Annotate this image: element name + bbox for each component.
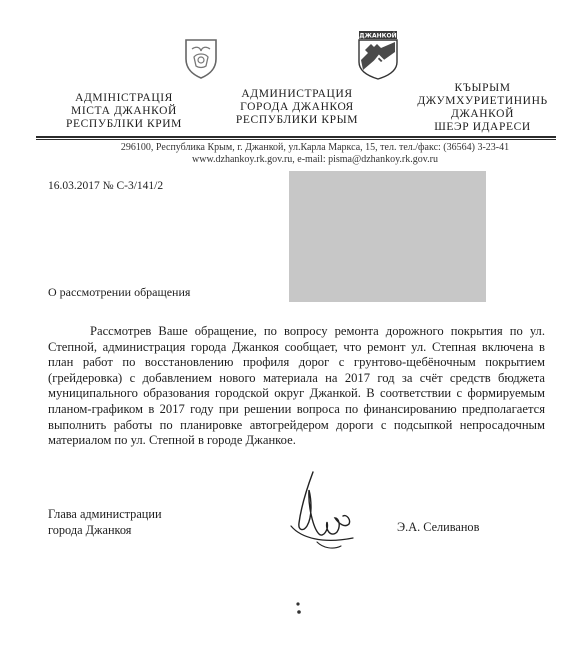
header-divider-thin (36, 139, 556, 140)
address-block (80, 142, 550, 166)
svg-text:ДЖАНКОЙ: ДЖАНКОЙ (359, 32, 397, 40)
header-left-line1: АДМІНІСТРАЦІЯ (75, 92, 173, 104)
header-ukrainian (44, 92, 204, 131)
document-subject: О рассмотрении обращения (48, 285, 191, 299)
header-crimean-tatar (405, 82, 560, 134)
header-russian (222, 88, 372, 127)
header-right-line3: ДЖАНКОЙ (451, 108, 514, 120)
header-right-line4: ШЕЭР ИДАРЕСИ (434, 121, 531, 133)
contact-line: www.dzhankoy.rk.gov.ru, e-mail: pisma@dzhankoy.rk.gov.ru (192, 154, 438, 165)
header-left-line3: РЕСПУБЛІКИ КРИМ (66, 118, 182, 130)
signatory-title-line2: города Джанкоя (48, 523, 132, 537)
header-left-line2: МІСТА ДЖАНКОЙ (71, 105, 177, 117)
address-line: 296100, Республика Крым, г. Джанкой, ул.Карла Маркса, 15, тел. тел./факс: (36564) 3-23-41 (120, 142, 510, 153)
header-mid-line3: РЕСПУБЛИКИ КРЫМ (235, 114, 359, 126)
header-right-line2: ДЖУМХУРИЕТИНИНЬ (417, 95, 548, 107)
header-mid-line1: АДМИНИСТРАЦИЯ (241, 88, 353, 100)
signatory-title-line1: Глава администрации (48, 507, 162, 521)
signatory-title (48, 506, 162, 538)
header-right-line1: КЪЫРЫМ (454, 82, 511, 94)
redacted-recipient-block (289, 171, 486, 302)
signatory-name: Э.А. Селиванов (397, 520, 480, 534)
document-date-number: 16.03.2017 № С-3/141/2 (48, 180, 164, 192)
stray-mark (292, 600, 304, 620)
letter-body: Рассмотрев Ваше обращение, по вопросу ремонта дорожного покрытия по ул. Степной, администрация города Джанкоя сообщает, что ремонт ул. Степная включена в план работ по восстановлению профиля дорог с грунтово-щебёночным покрытием (грейдеровка) с добавлением нового материала на 2017 год за счёт средств бюджета муниципального образования городской округ Джанкой. В соответствии с формируемым планом-графиком в 2017 году при решении вопроса по финансированию предполагается выполнить работы по планировке автогрейдером дороги с подсыпкой непросадочным материалом по ул. Степной в городе Джанкое. (48, 324, 545, 448)
header-divider-thick (36, 136, 556, 138)
crimea-coat-of-arms-icon (182, 37, 220, 79)
handwritten-signature (283, 468, 363, 553)
header-mid-line2: ГОРОДА ДЖАНКОЯ (240, 101, 354, 113)
dzhankoy-city-emblem-icon (357, 30, 399, 80)
